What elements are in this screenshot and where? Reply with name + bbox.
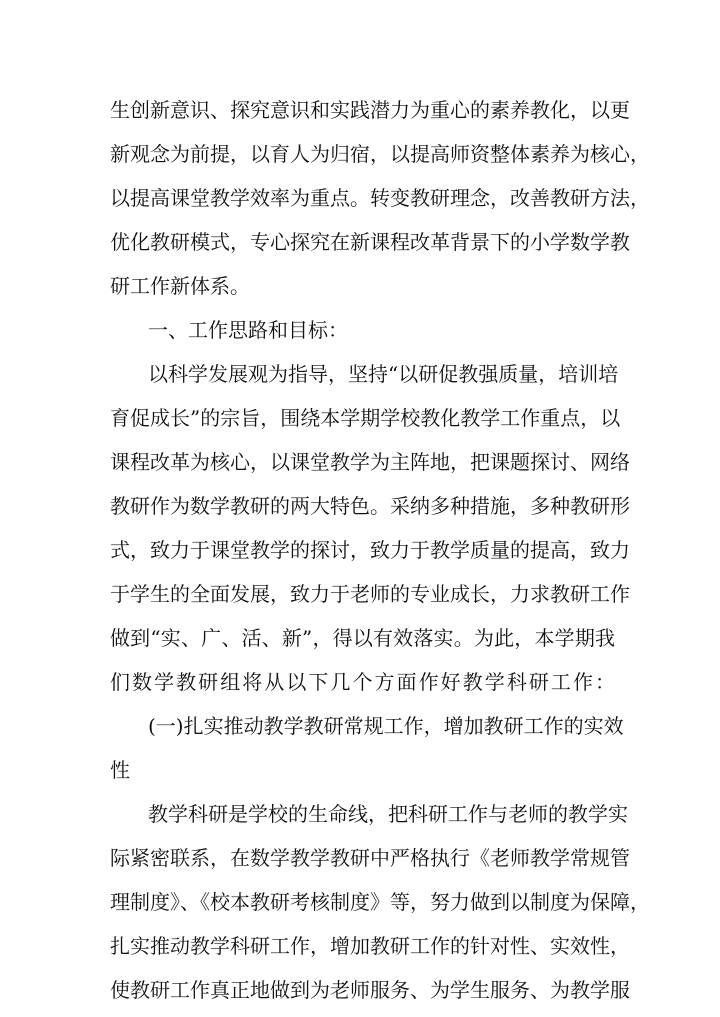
text-line: 理制度》、《校本教研考核制度》等，努力做到以制度为保障，	[110, 890, 650, 914]
text-line: 以科学发展观为指导，坚持“以研促教强质量，培训培	[148, 362, 619, 386]
heading-line: 性	[110, 758, 130, 782]
text-line: 教学科研是学校的生命线，把科研工作与老师的教学实	[148, 802, 628, 826]
text-line: 新观念为前提，以育人为归宿，以提高师资整体素养为核心，	[110, 142, 650, 166]
text-line: 教研作为数学教研的两大特色。采纳多种措施，多种教研形	[110, 494, 630, 518]
text-line: 研工作新体系。	[110, 274, 250, 298]
text-line: 于学生的全面发展，致力于老师的专业成长，力求教研工作	[110, 582, 630, 606]
text-line: 优化教研模式，专心探究在新课程改革背景下的小学数学教	[110, 230, 630, 254]
text-line: 育促成长”的宗旨，围绕本学期学校教化教学工作重点，以	[110, 406, 621, 430]
text-line: 做到“实、广、活、新”，得以有效落实。为此，本学期我	[110, 626, 615, 650]
text-line: 际紧密联系，在数学教学教研中严格执行《老师教学常规管	[110, 846, 630, 870]
text-line: 使教研工作真正地做到为老师服务、为学生服务、为教学服	[110, 978, 630, 1002]
text-line: 课程改革为核心，以课堂教学为主阵地，把课题探讨、网络	[110, 450, 630, 474]
heading-line: (一)扎实推动教学教研常规工作，增加教研工作的实效	[148, 714, 624, 738]
heading-line: 一、工作思路和目标：	[148, 318, 348, 342]
text-line: 扎实推动教学科研工作，增加教研工作的针对性、实效性，	[110, 934, 630, 958]
text-line: 生创新意识、探究意识和实践潜力为重心的素养教化，以更	[110, 98, 630, 122]
text-line: 以提高课堂教学效率为重点。转变教研理念，改善教研方法，	[110, 186, 650, 210]
text-line: 们数学教研组将从以下几个方面作好教学科研工作：	[110, 670, 615, 694]
text-line: 式，致力于课堂教学的探讨，致力于教学质量的提高，致力	[110, 538, 630, 562]
